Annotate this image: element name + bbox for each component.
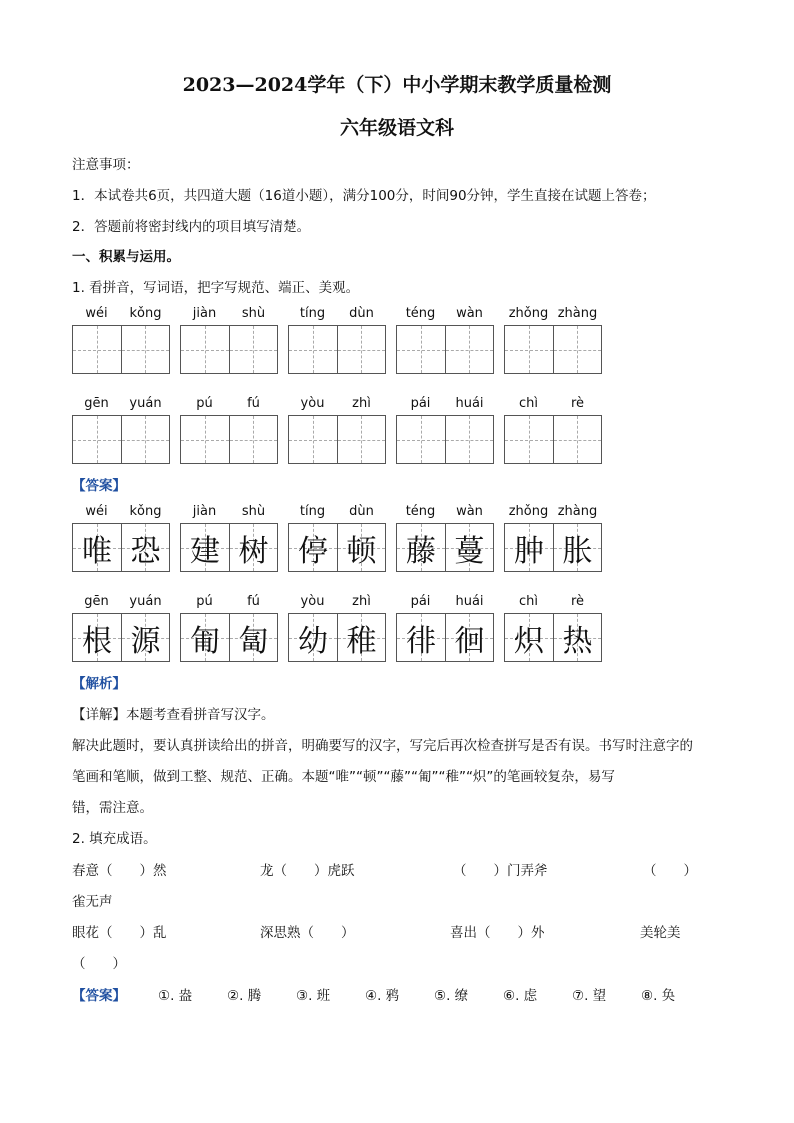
word-grid — [72, 504, 170, 574]
answer-cell — [73, 614, 121, 661]
pinyin-label: yòu — [300, 396, 325, 411]
answer-character: 徊 — [454, 623, 485, 659]
idiom-blank: 喜出（ ）外 — [450, 925, 545, 941]
answer-character: 匐 — [238, 623, 269, 659]
answer-cell — [289, 614, 337, 661]
pinyin-label: wéi — [85, 504, 108, 519]
answer-cell — [229, 614, 278, 661]
pinyin-label: yuán — [129, 396, 162, 411]
pinyin-label: yuán — [129, 594, 162, 609]
answer-cell — [337, 524, 386, 571]
word-grid — [288, 594, 386, 664]
question-2-prompt: 2. 填充成语。 — [72, 831, 157, 847]
note-item: 2．答题前将密封线内的项目填写清楚。 — [72, 219, 311, 235]
answer-cell — [397, 524, 445, 571]
answer-character: 热 — [562, 623, 593, 659]
pinyin-label: zhì — [352, 594, 371, 609]
writing-cell[interactable] — [121, 326, 170, 373]
pinyin-grid-row-2 — [72, 396, 612, 466]
pinyin-label: tíng — [299, 306, 326, 321]
writing-cell[interactable] — [445, 416, 494, 463]
answer-character: 肿 — [514, 533, 544, 569]
pinyin-label: zhǒng — [508, 504, 549, 519]
idiom-blank: 眼花（ ）乱 — [72, 925, 167, 941]
word-grid — [396, 594, 494, 664]
answer-character: 胀 — [562, 533, 593, 569]
writing-cell[interactable] — [337, 326, 386, 373]
pinyin-grid-row-1 — [72, 306, 612, 376]
idiom-answer: ②. 腾 — [227, 988, 262, 1004]
tian-grid — [396, 613, 494, 662]
word-grid — [180, 396, 278, 466]
word-grid — [396, 504, 494, 574]
detail-text: 【详解】本题考查看拼音写汉字。 — [72, 707, 275, 723]
tian-grid[interactable] — [180, 325, 278, 374]
writing-cell[interactable] — [337, 416, 386, 463]
idiom-blank: （ ） — [72, 956, 126, 972]
writing-cell[interactable] — [505, 326, 553, 373]
pinyin-label: chì — [519, 594, 538, 609]
writing-cell[interactable] — [289, 416, 337, 463]
section-title: 一、积累与运用。 — [72, 249, 180, 265]
writing-cell[interactable] — [229, 416, 278, 463]
answer-grid-row-2 — [72, 594, 612, 664]
answer-cell — [121, 524, 170, 571]
answer-tag: 【答案】 — [72, 478, 126, 494]
pinyin-label: gēn — [84, 594, 109, 609]
explanation-line: 笔画和笔顺，做到工整、规范、正确。本题“唯”“顿”“藤”“匍”“稚”“炽”的笔画较复杂，易写 — [72, 769, 615, 785]
answer-tag: 【答案】 — [72, 988, 126, 1004]
word-grid — [396, 396, 494, 466]
pinyin-label: fú — [247, 396, 260, 411]
answer-character: 炽 — [514, 623, 544, 659]
explanation-line: 解决此题时，要认真拼读给出的拼音，明确要写的汉字，写完后再次检查拼写是否有误。书写时注意字的 — [72, 738, 693, 754]
idiom-answer: ⑥. 虑 — [503, 988, 538, 1004]
tian-grid — [504, 523, 602, 572]
pinyin-label: wàn — [456, 504, 483, 519]
answer-cell — [445, 524, 494, 571]
idiom-blank: （ ） — [643, 863, 697, 879]
writing-cell[interactable] — [445, 326, 494, 373]
answer-character: 树 — [238, 533, 269, 569]
answer-character: 建 — [190, 533, 220, 569]
pinyin-label: shù — [241, 306, 266, 321]
writing-cell[interactable] — [73, 326, 121, 373]
pinyin-label: dùn — [349, 306, 374, 321]
tian-grid — [288, 523, 386, 572]
answer-character: 根 — [82, 623, 112, 659]
idiom-text: 美轮美 — [640, 925, 681, 941]
word-grid — [180, 504, 278, 574]
writing-cell[interactable] — [553, 326, 602, 373]
tian-grid[interactable] — [504, 415, 602, 464]
analysis-tag: 【解析】 — [72, 676, 126, 692]
pinyin-label: pú — [196, 396, 213, 411]
pinyin-label: huái — [455, 396, 484, 411]
pinyin-label: chì — [519, 396, 538, 411]
answer-cell — [553, 524, 602, 571]
pinyin-label: pú — [196, 594, 213, 609]
writing-cell[interactable] — [73, 416, 121, 463]
question-1-prompt: 1. 看拼音，写词语，把字写规范、端正、美观。 — [72, 280, 360, 296]
answer-cell — [289, 524, 337, 571]
pinyin-label: tíng — [299, 504, 326, 519]
word-grid — [504, 306, 602, 376]
tian-grid[interactable] — [396, 325, 494, 374]
word-grid — [504, 396, 602, 466]
answer-character: 稚 — [346, 623, 377, 659]
pinyin-label: rè — [570, 396, 585, 411]
note-item: 1．本试卷共6页，共四道大题（16道小题），满分100分，时间90分钟，学生直接在试题上答卷； — [72, 188, 656, 204]
word-grid — [396, 306, 494, 376]
word-grid — [72, 594, 170, 664]
tian-grid[interactable] — [72, 415, 170, 464]
pinyin-label: zhàng — [557, 504, 598, 519]
pinyin-label: shù — [241, 504, 266, 519]
pinyin-label: téng — [405, 306, 436, 321]
tian-grid[interactable] — [288, 325, 386, 374]
answer-character: 顿 — [346, 533, 377, 569]
tian-grid — [180, 523, 278, 572]
answer-cell — [553, 614, 602, 661]
tian-grid[interactable] — [504, 325, 602, 374]
pinyin-label: zhǒng — [508, 306, 549, 321]
word-grid — [72, 396, 170, 466]
pinyin-label: rè — [570, 594, 585, 609]
writing-cell[interactable] — [121, 416, 170, 463]
tian-grid[interactable] — [396, 415, 494, 464]
pinyin-label: pái — [410, 396, 431, 411]
answer-character: 幼 — [298, 623, 328, 659]
answer-cell — [505, 524, 553, 571]
tian-grid — [72, 613, 170, 662]
word-grid — [180, 594, 278, 664]
notes-heading: 注意事项： — [72, 157, 140, 173]
idiom-answer: ④. 鸦 — [365, 988, 400, 1004]
answer-cell — [121, 614, 170, 661]
pinyin-label: kǒng — [129, 504, 162, 519]
answer-character: 停 — [298, 533, 328, 569]
writing-cell[interactable] — [289, 326, 337, 373]
idiom-continuation: 雀无声 — [72, 894, 113, 910]
answer-character: 恐 — [130, 533, 161, 569]
answer-cell — [337, 614, 386, 661]
tian-grid[interactable] — [72, 325, 170, 374]
answer-cell — [445, 614, 494, 661]
writing-cell[interactable] — [553, 416, 602, 463]
word-grid — [180, 306, 278, 376]
answer-character: 源 — [130, 623, 161, 659]
word-grid — [288, 306, 386, 376]
idiom-answer: ③. 班 — [296, 988, 331, 1004]
idiom-answer: ①. 盎 — [158, 988, 193, 1004]
pinyin-label: jiàn — [192, 306, 217, 321]
word-grid — [288, 504, 386, 574]
writing-cell[interactable] — [397, 326, 445, 373]
answer-character: 徘 — [406, 623, 436, 659]
pinyin-label: yòu — [300, 594, 325, 609]
answer-character: 蔓 — [454, 533, 485, 569]
pinyin-label: wàn — [456, 306, 483, 321]
tian-grid — [72, 523, 170, 572]
tian-grid — [504, 613, 602, 662]
word-grid — [288, 396, 386, 466]
pinyin-label: kǒng — [129, 306, 162, 321]
writing-cell[interactable] — [229, 326, 278, 373]
tian-grid[interactable] — [180, 415, 278, 464]
idiom-answer: ⑧. 奂 — [641, 988, 676, 1004]
word-grid — [504, 594, 602, 664]
pinyin-label: zhàng — [557, 306, 598, 321]
word-grid — [72, 306, 170, 376]
answer-character: 藤 — [406, 533, 436, 569]
tian-grid[interactable] — [288, 415, 386, 464]
idiom-blank: 春意（ ）然 — [72, 863, 167, 879]
tian-grid — [288, 613, 386, 662]
writing-cell[interactable] — [181, 326, 229, 373]
pinyin-label: zhì — [352, 396, 371, 411]
answer-character: 唯 — [82, 533, 112, 569]
idiom-answer: ⑤. 缭 — [434, 988, 469, 1004]
pinyin-label: gēn — [84, 396, 109, 411]
writing-cell[interactable] — [397, 416, 445, 463]
idiom-blank: （ ）门弄斧 — [453, 863, 548, 879]
pinyin-label: téng — [405, 504, 436, 519]
idiom-blank: 龙（ ）虎跃 — [260, 863, 355, 879]
tian-grid — [180, 613, 278, 662]
pinyin-label: fú — [247, 594, 260, 609]
pinyin-label: huái — [455, 594, 484, 609]
idiom-answer: ⑦. 望 — [572, 988, 607, 1004]
pinyin-label: dùn — [349, 504, 374, 519]
writing-cell[interactable] — [505, 416, 553, 463]
answer-cell — [505, 614, 553, 661]
word-grid — [504, 504, 602, 574]
tian-grid — [396, 523, 494, 572]
answer-cell — [181, 524, 229, 571]
explanation-line: 错，需注意。 — [72, 800, 153, 816]
pinyin-label: jiàn — [192, 504, 217, 519]
pinyin-label: wéi — [85, 306, 108, 321]
answer-character: 匍 — [190, 623, 220, 659]
exam-title: 2023—2024学年（下）中小学期末教学质量检测 — [182, 74, 612, 96]
exam-subtitle: 六年级语文科 — [339, 117, 454, 139]
idiom-blank: 深思熟（ ） — [260, 925, 355, 941]
answer-grid-row-1 — [72, 504, 612, 574]
answer-cell — [73, 524, 121, 571]
answer-cell — [181, 614, 229, 661]
answer-cell — [229, 524, 278, 571]
answer-cell — [397, 614, 445, 661]
pinyin-label: pái — [410, 594, 431, 609]
writing-cell[interactable] — [181, 416, 229, 463]
